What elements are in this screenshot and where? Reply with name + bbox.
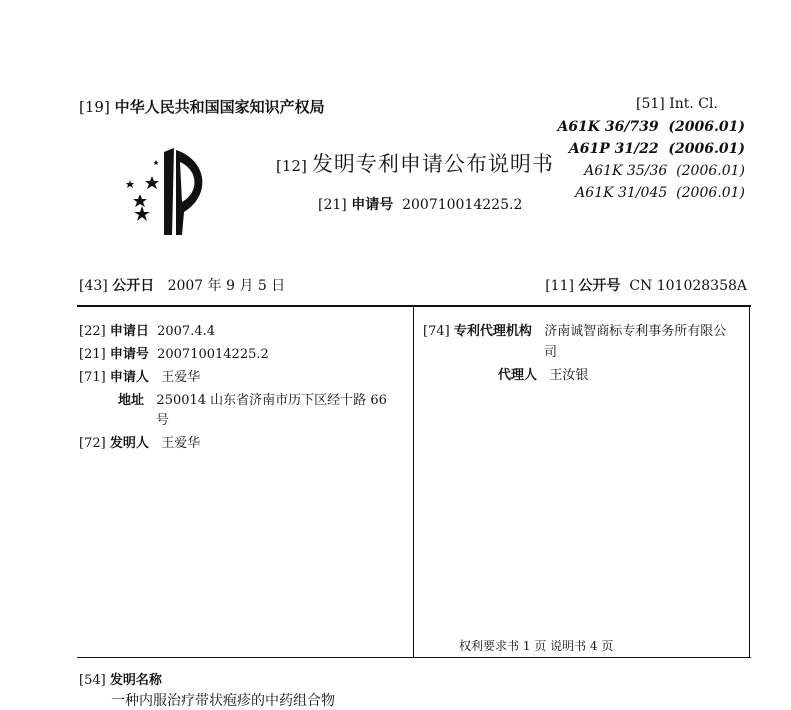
ipc-header: [636, 96, 718, 112]
code-19: [19]: [79, 98, 110, 116]
sipo-emblem-icon: [112, 140, 222, 240]
agent-line: 代理人 王汝银: [498, 368, 589, 383]
header-app-label: 申请号: [351, 197, 394, 213]
doc-type-line: [276, 148, 554, 178]
authority-line: [79, 96, 325, 117]
column-divider: [413, 307, 414, 658]
pub-date-value: 2007 年 9 月 5 日: [167, 278, 286, 294]
invention-title: 一种内服治疗带状疱疹的中药组合物: [111, 693, 335, 709]
ipc-class-2: A61P 31/22 (2006.01): [568, 141, 745, 157]
pub-date-line: [79, 275, 285, 295]
code-12: [12]: [276, 157, 307, 175]
right-border: [749, 307, 750, 658]
ipc-class-1: A61K 36/739 (2006.01): [557, 119, 745, 135]
top-rule: [77, 305, 751, 307]
pub-number-label: 公开号: [578, 278, 621, 294]
authority-name: 中华人民共和国国家知识产权局: [114, 98, 325, 116]
applicant-line: [71] 申请人 王爱华: [79, 370, 201, 385]
agency-line-2: 司: [544, 345, 558, 360]
header-app-line: [318, 194, 522, 214]
address-line-2: 号: [156, 413, 170, 428]
header-code-21: [21]: [318, 197, 347, 213]
code-51: [51]: [636, 96, 665, 112]
filing-date-line: [22] 申请日 2007.4.4: [79, 324, 215, 339]
inventor-line: [72] 发明人 王爱华: [79, 436, 201, 451]
app-number-line: [21] 申请号 200710014225.2: [79, 347, 269, 362]
ipc-class-3: A61K 35/36 (2006.01): [584, 163, 745, 179]
agency-line: [74] 专利代理机构 济南诚智商标专利事务所有限公: [423, 324, 727, 339]
code-43: [43]: [79, 278, 108, 294]
bottom-rule: [77, 657, 751, 658]
pub-number-line: [545, 275, 747, 295]
ipc-label: Int. Cl.: [669, 96, 718, 112]
header-app-number: 200710014225.2: [402, 197, 523, 213]
pub-number-value: CN 101028358A: [629, 278, 747, 294]
ipc-class-4: A61K 31/045 (2006.01): [575, 185, 745, 201]
code-11: [11]: [545, 278, 574, 294]
doc-type: 发明专利申请公布说明书: [311, 152, 554, 176]
pub-date-label: 公开日: [112, 278, 155, 294]
address-line: 地址 250014 山东省济南市历下区经十路 66: [118, 393, 387, 408]
page-count-note: 权利要求书 1 页 说明书 4 页: [459, 639, 614, 653]
title-label-line: [54] 发明名称: [79, 673, 162, 688]
